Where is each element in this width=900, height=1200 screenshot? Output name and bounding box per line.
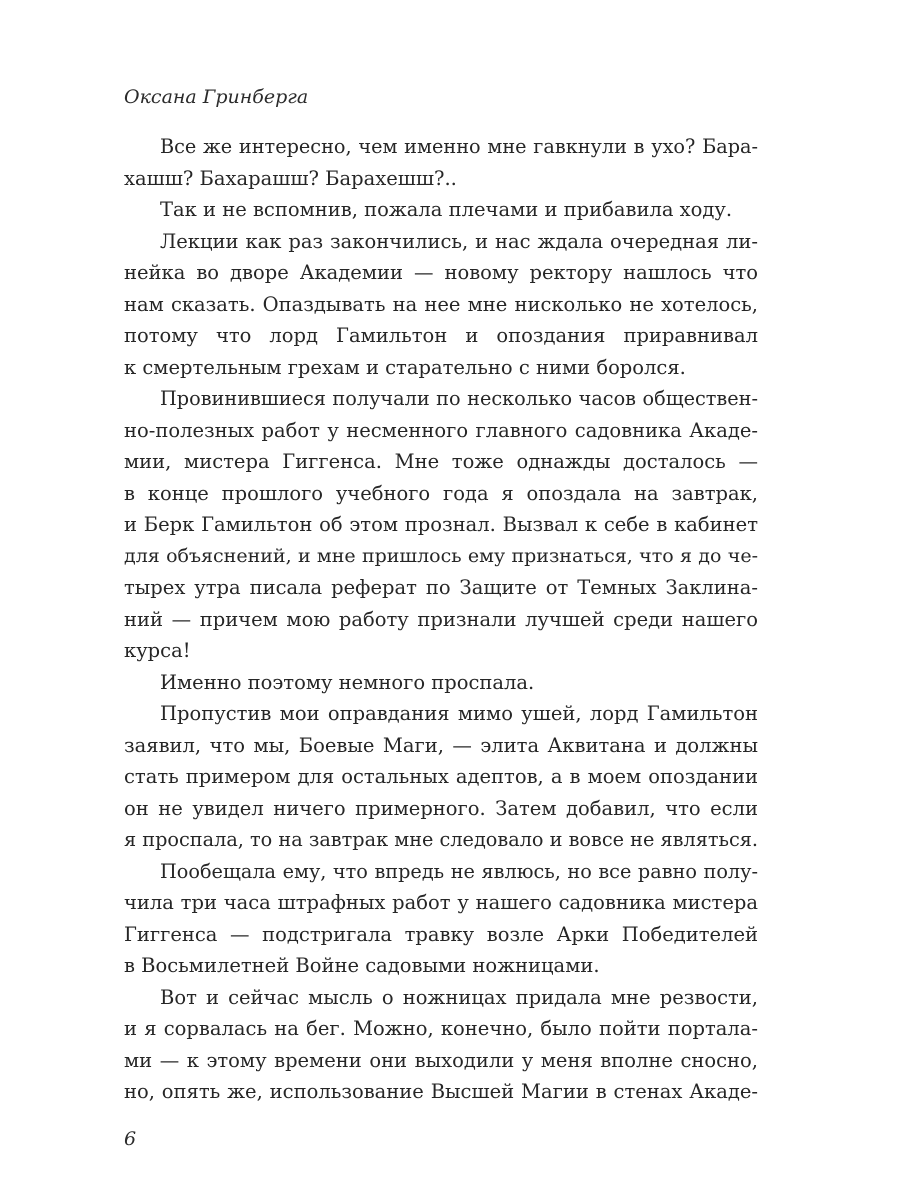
running-head-author: Оксана Гринберга	[124, 86, 309, 108]
text-line: Гиггенса — подстригала травку возле Арки Победителей	[124, 922, 758, 946]
text-line: к смертельным грехам и старательно с ними боролся.	[124, 355, 686, 379]
text-line: в конце прошлого учебного года я опоздала на завтрак,	[124, 481, 758, 505]
text-line: мии, мистера Гиггенса. Мне тоже однажды досталось —	[124, 450, 758, 473]
text-line: потому что лорд Гамильтон и опоздания приравнивал	[124, 324, 758, 347]
text-line: ми — к этому времени они выходили у меня вполне сносно,	[124, 1048, 758, 1072]
text-line: и я сорвалась на бег. Можно, конечно, было пойти портала-	[124, 1017, 758, 1040]
body-text	[124, 131, 758, 1108]
text-line: нейка во дворе Академии — новому ректору нашлось что	[124, 261, 758, 284]
text-line: но, опять же, использование Высшей Магии в стенах Акаде-	[124, 1080, 758, 1103]
text-line: я проспала, то на завтрак мне следовало и вовсе не являться.	[124, 828, 759, 851]
text-line: стать примером для остальных адептов, а в моем опоздании	[124, 765, 758, 788]
text-line: Все же интересно, чем именно мне гавкнули в ухо? Бара-	[160, 135, 758, 158]
text-line: ний — причем мою работу признали лучшей среди нашего	[124, 607, 758, 631]
page-number: 6	[124, 1128, 137, 1150]
text-line: хашш? Бахарашш? Барахешш?..	[124, 166, 457, 190]
text-line: Пропустив мои оправдания мимо ушей, лорд Гамильтон	[160, 702, 758, 725]
text-line: курса!	[124, 639, 191, 662]
text-line: нам сказать. Опаздывать на нее мне нисколько не хотелось,	[124, 292, 758, 316]
text-line: чила три часа штрафных работ у нашего садовника мистера	[124, 891, 758, 914]
text-line: Пообещала ему, что впредь не явлюсь, но все равно полу-	[160, 859, 758, 883]
text-line: Именно поэтому немного проспала.	[160, 670, 535, 694]
text-line: Так и не вспомнив, пожала плечами и прибавила ходу.	[160, 198, 733, 221]
text-line: он не увидел ничего примерного. Затем добавил, что если	[124, 796, 758, 820]
text-line: в Восьмилетней Войне садовыми ножницами.	[124, 954, 600, 977]
text-line: для объяснений, и мне пришлось ему признаться, что я до че-	[124, 544, 758, 567]
text-line: тырех утра писала реферат по Защите от Темных Заклина-	[124, 576, 758, 599]
text-line: Провинившиеся получали по несколько часов обществен-	[160, 387, 758, 410]
text-line: но-полезных работ у несменного главного садовника Акаде-	[124, 418, 758, 442]
text-line: Вот и сейчас мысль о ножницах придала мне резвости,	[160, 985, 758, 1009]
text-line: Лекции как раз закончились, и нас ждала очередная ли-	[160, 229, 758, 253]
text-line: и Берк Гамильтон об этом прознал. Вызвал к себе в кабинет	[124, 513, 758, 536]
text-line: заявил, что мы, Боевые Маги, — элита Аквитана и должны	[124, 733, 758, 757]
